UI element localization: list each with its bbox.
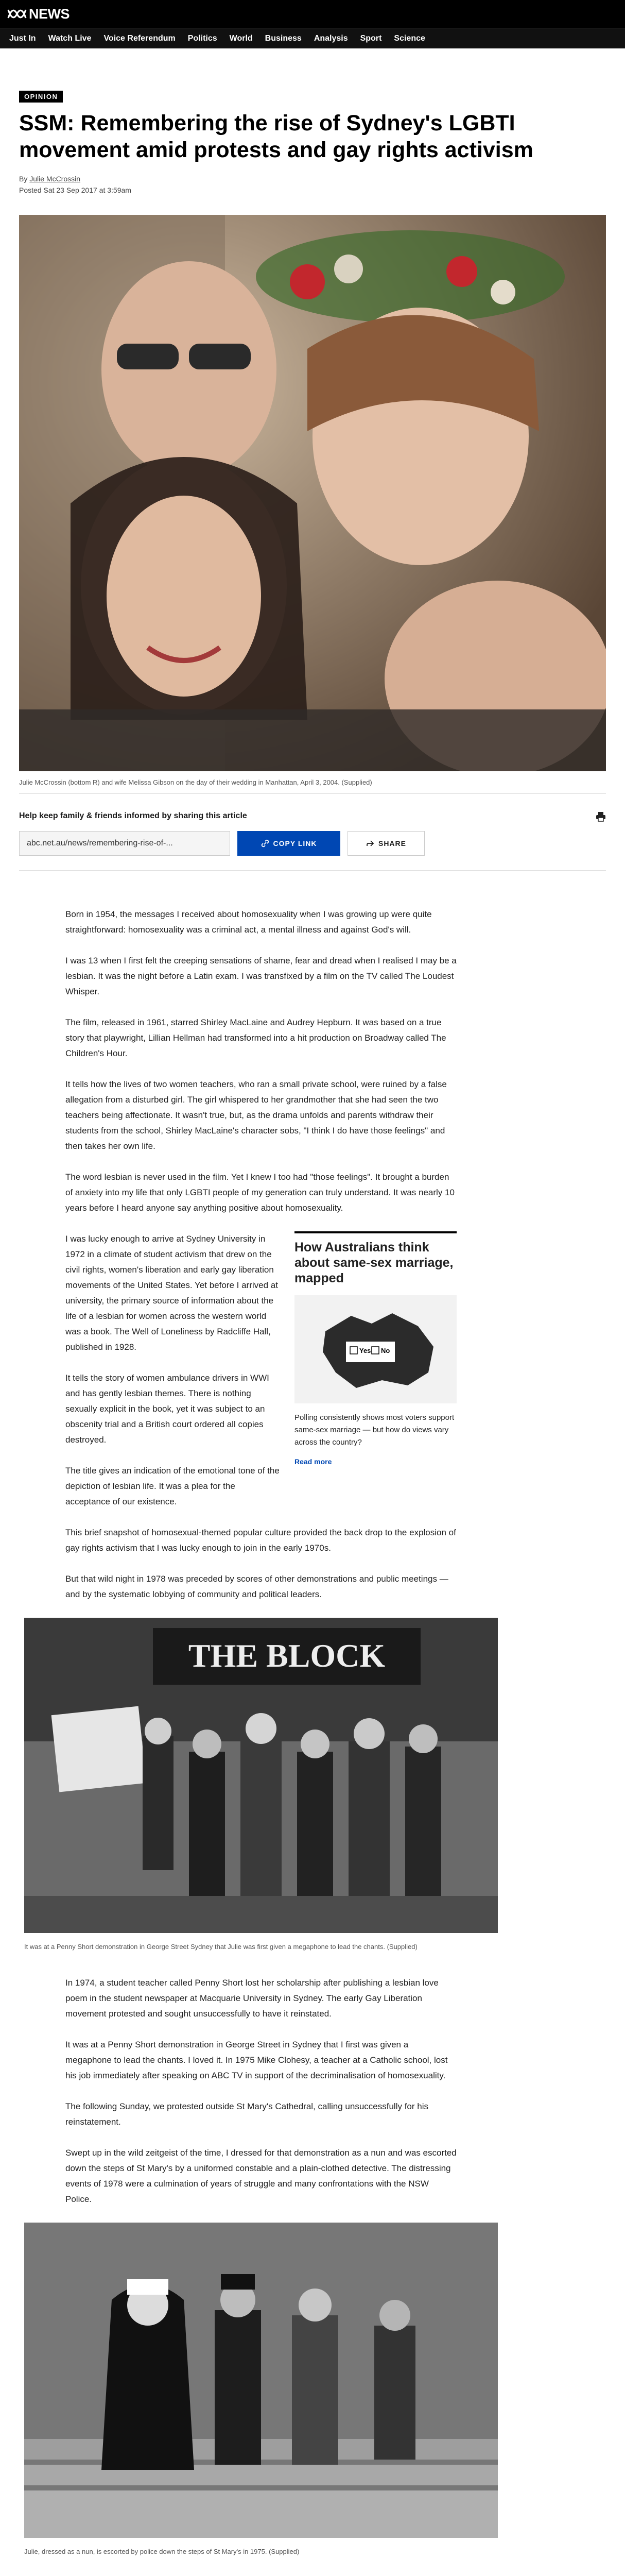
opinion-tag: OPINION (19, 91, 63, 103)
byline-prefix: By (19, 175, 30, 183)
paragraph: In 1974, a student teacher called Penny Short lost her scholarship after publishing a lesbian love poem in the student newspaper at Macquarie University in Sydney. The early Gay Liberation movement protested and sought unsuccessfully to have it reinstated. (65, 1978, 439, 2019)
nav-sport[interactable]: Sport (360, 33, 382, 43)
print-icon[interactable] (596, 811, 606, 822)
paragraph: I was 13 when I first felt the creeping sensations of shame, fear and dread when I realised I may be a lesbian. It was the night before a Latin exam. I was transfixed by a film on the TV called The Loudest Whisper. (65, 956, 457, 996)
share-title: Help keep family & friends informed by sharing this article (19, 811, 247, 820)
hero-caption: Julie McCrossin (bottom R) and wife Melissa Gibson on the day of their wedding in Manhattan, April 3, 2004. (Supplied) (19, 771, 606, 794)
hero-illustration (19, 215, 606, 771)
related-card-title: How Australians think about same-sex marriage, mapped (294, 1240, 454, 1285)
article-body (24, 871, 457, 2576)
related-card-text: Polling consistently shows most voters support same-sex marriage — but how do views vary across the country? (294, 1413, 455, 1447)
nav-watch-live[interactable]: Watch Live (48, 33, 92, 43)
copy-link-button[interactable] (237, 831, 340, 856)
share-title-row (19, 811, 606, 822)
paragraph: The title gives an indication of the emotional tone of the depiction of lesbian life. It was a plea for the acceptance of our existence. (65, 1466, 280, 1506)
abc-logo-icon (7, 8, 27, 20)
protest-illustration (24, 1618, 498, 1933)
main-nav (0, 28, 625, 48)
nun-illustration (24, 2223, 498, 2538)
article (19, 48, 606, 2576)
paragraph: It tells the story of women ambulance drivers in WWI and has gently lesbian themes. There is nothing sexually explicit in the book, yet it was subject to an obscenity trial and a British court ordered all copies destroyed. (65, 1373, 269, 1445)
paragraph: It tells how the lives of two women teachers, who ran a small private school, were ruined by a false allegation from a disturbed girl. The girl whispered to her grandmother that she had seen the two teachers being affectionate. It wasn't true, but, as the drama unfolds and parents withdraw their students from the school, Shirley MacLaine's character sobs, "I think I do have those feelings" and then takes her own life. (65, 1079, 447, 1151)
posted-date: Posted Sat 23 Sep 2017 at 3:59am (19, 186, 131, 194)
nun-photo (24, 2223, 498, 2538)
related-card-map[interactable] (294, 1231, 457, 1473)
nav-science[interactable]: Science (394, 33, 425, 43)
link-icon (261, 839, 269, 848)
share-controls (19, 831, 606, 871)
paragraph: I was lucky enough to arrive at Sydney University in 1972 in a climate of student activism that drew on the civil rights, women's liberation and early gay liberation movements of the United States. Yet before I arrived at university, the primary source of information about the life of a lesbian for women across the western world was a book. The Well of Loneliness by Radcliffe Hall, published in 1928. (65, 1234, 278, 1352)
paragraph: Swept up in the wild zeitgeist of the time, I dressed for that demonstration as a nun and was escorted down the steps of St Mary's by a uniformed constable and a plain-clothed detective. The distressing events of 1978 were a culmination of years of struggle and many confrontations with the NSW Police. (65, 2148, 457, 2204)
australia-map-illustration (294, 1295, 457, 1403)
share-section (19, 794, 606, 871)
share-label: SHARE (378, 839, 406, 848)
nav-business[interactable]: Business (265, 33, 302, 43)
byline (19, 175, 606, 183)
protest-photo (24, 1618, 498, 1933)
nav-analysis[interactable]: Analysis (314, 33, 348, 43)
no-box-label: No (381, 1347, 390, 1354)
paragraph: Born in 1954, the messages I received about homosexuality when I was growing up were quite straightforward: homosexuality was a criminal act, a mental illness and against God's will. (65, 909, 432, 935)
paragraph: The word lesbian is never used in the film. Yet I knew I too had "those feelings". It brought a burden of anxiety into my life that only LGBTI people of my generation can truly understand. It was nearly 10 years before I heard anyone say anything positive about homosexuality. (65, 1172, 455, 1213)
headline: SSM: Remembering the rise of Sydney's LGBTI movement amid protests and gay rights activism (19, 111, 533, 162)
nav-world[interactable]: World (229, 33, 253, 43)
logo-text: NEWS (29, 6, 70, 22)
related-card-image (294, 1295, 457, 1403)
paragraph: This brief snapshot of homosexual-themed popular culture provided the back drop to the explosion of gay rights activism that I was lucky enough to join in the early 1970s. (65, 1528, 456, 1553)
copy-link-label: COPY LINK (273, 839, 317, 848)
photo-sign-the-block: THE BLOCK (188, 1637, 386, 1674)
figure-nun (24, 2223, 498, 2576)
figure-caption: It was at a Penny Short demonstration in George Street Sydney that Julie was first given a megaphone to lead the chants. (Supplied) (24, 1943, 418, 1951)
author-link[interactable]: Julie McCrossin (29, 175, 81, 183)
share-url-field[interactable] (19, 831, 230, 856)
share-button[interactable] (348, 831, 425, 856)
nav-politics[interactable]: Politics (187, 33, 217, 43)
nav-voice-referendum[interactable]: Voice Referendum (103, 33, 176, 43)
figure-protest (24, 1618, 498, 1975)
yes-box-label: Yes (359, 1347, 371, 1354)
hero-photo (19, 215, 606, 771)
paragraph: The film, released in 1961, starred Shirley MacLaine and Audrey Hepburn. It was based on a true story that playwright, Lillian Hellman had transformed into a hit production on Broadway called The Children's Hour. (65, 1018, 446, 1058)
paragraph: But that wild night in 1978 was preceded by scores of other demonstrations and public meetings — and by the systematic lobbying of community and political leaders. (65, 1574, 448, 1599)
figure-caption: Julie, dressed as a nun, is escorted by police down the steps of St Mary's in 1975. (Supplied) (24, 2548, 300, 2555)
paragraph: It was at a Penny Short demonstration in George Street in Sydney that I first was given a megaphone to lead the chants. I loved it. In 1975 Mike Clohesy, a teacher at a Catholic school, lost his job immediately after speaking on ABC TV in support of the decriminalisation of homosexuality. (65, 2040, 448, 2080)
nav-just-in[interactable]: Just In (9, 33, 36, 43)
abc-news-logo[interactable] (7, 6, 70, 22)
share-arrow-icon (366, 839, 374, 848)
paragraph: The following Sunday, we protested outside St Mary's Cathedral, calling unsuccessfully for his reinstatement. (65, 2102, 429, 2127)
top-bar (0, 0, 625, 28)
read-more-link[interactable]: Read more (294, 1458, 332, 1466)
